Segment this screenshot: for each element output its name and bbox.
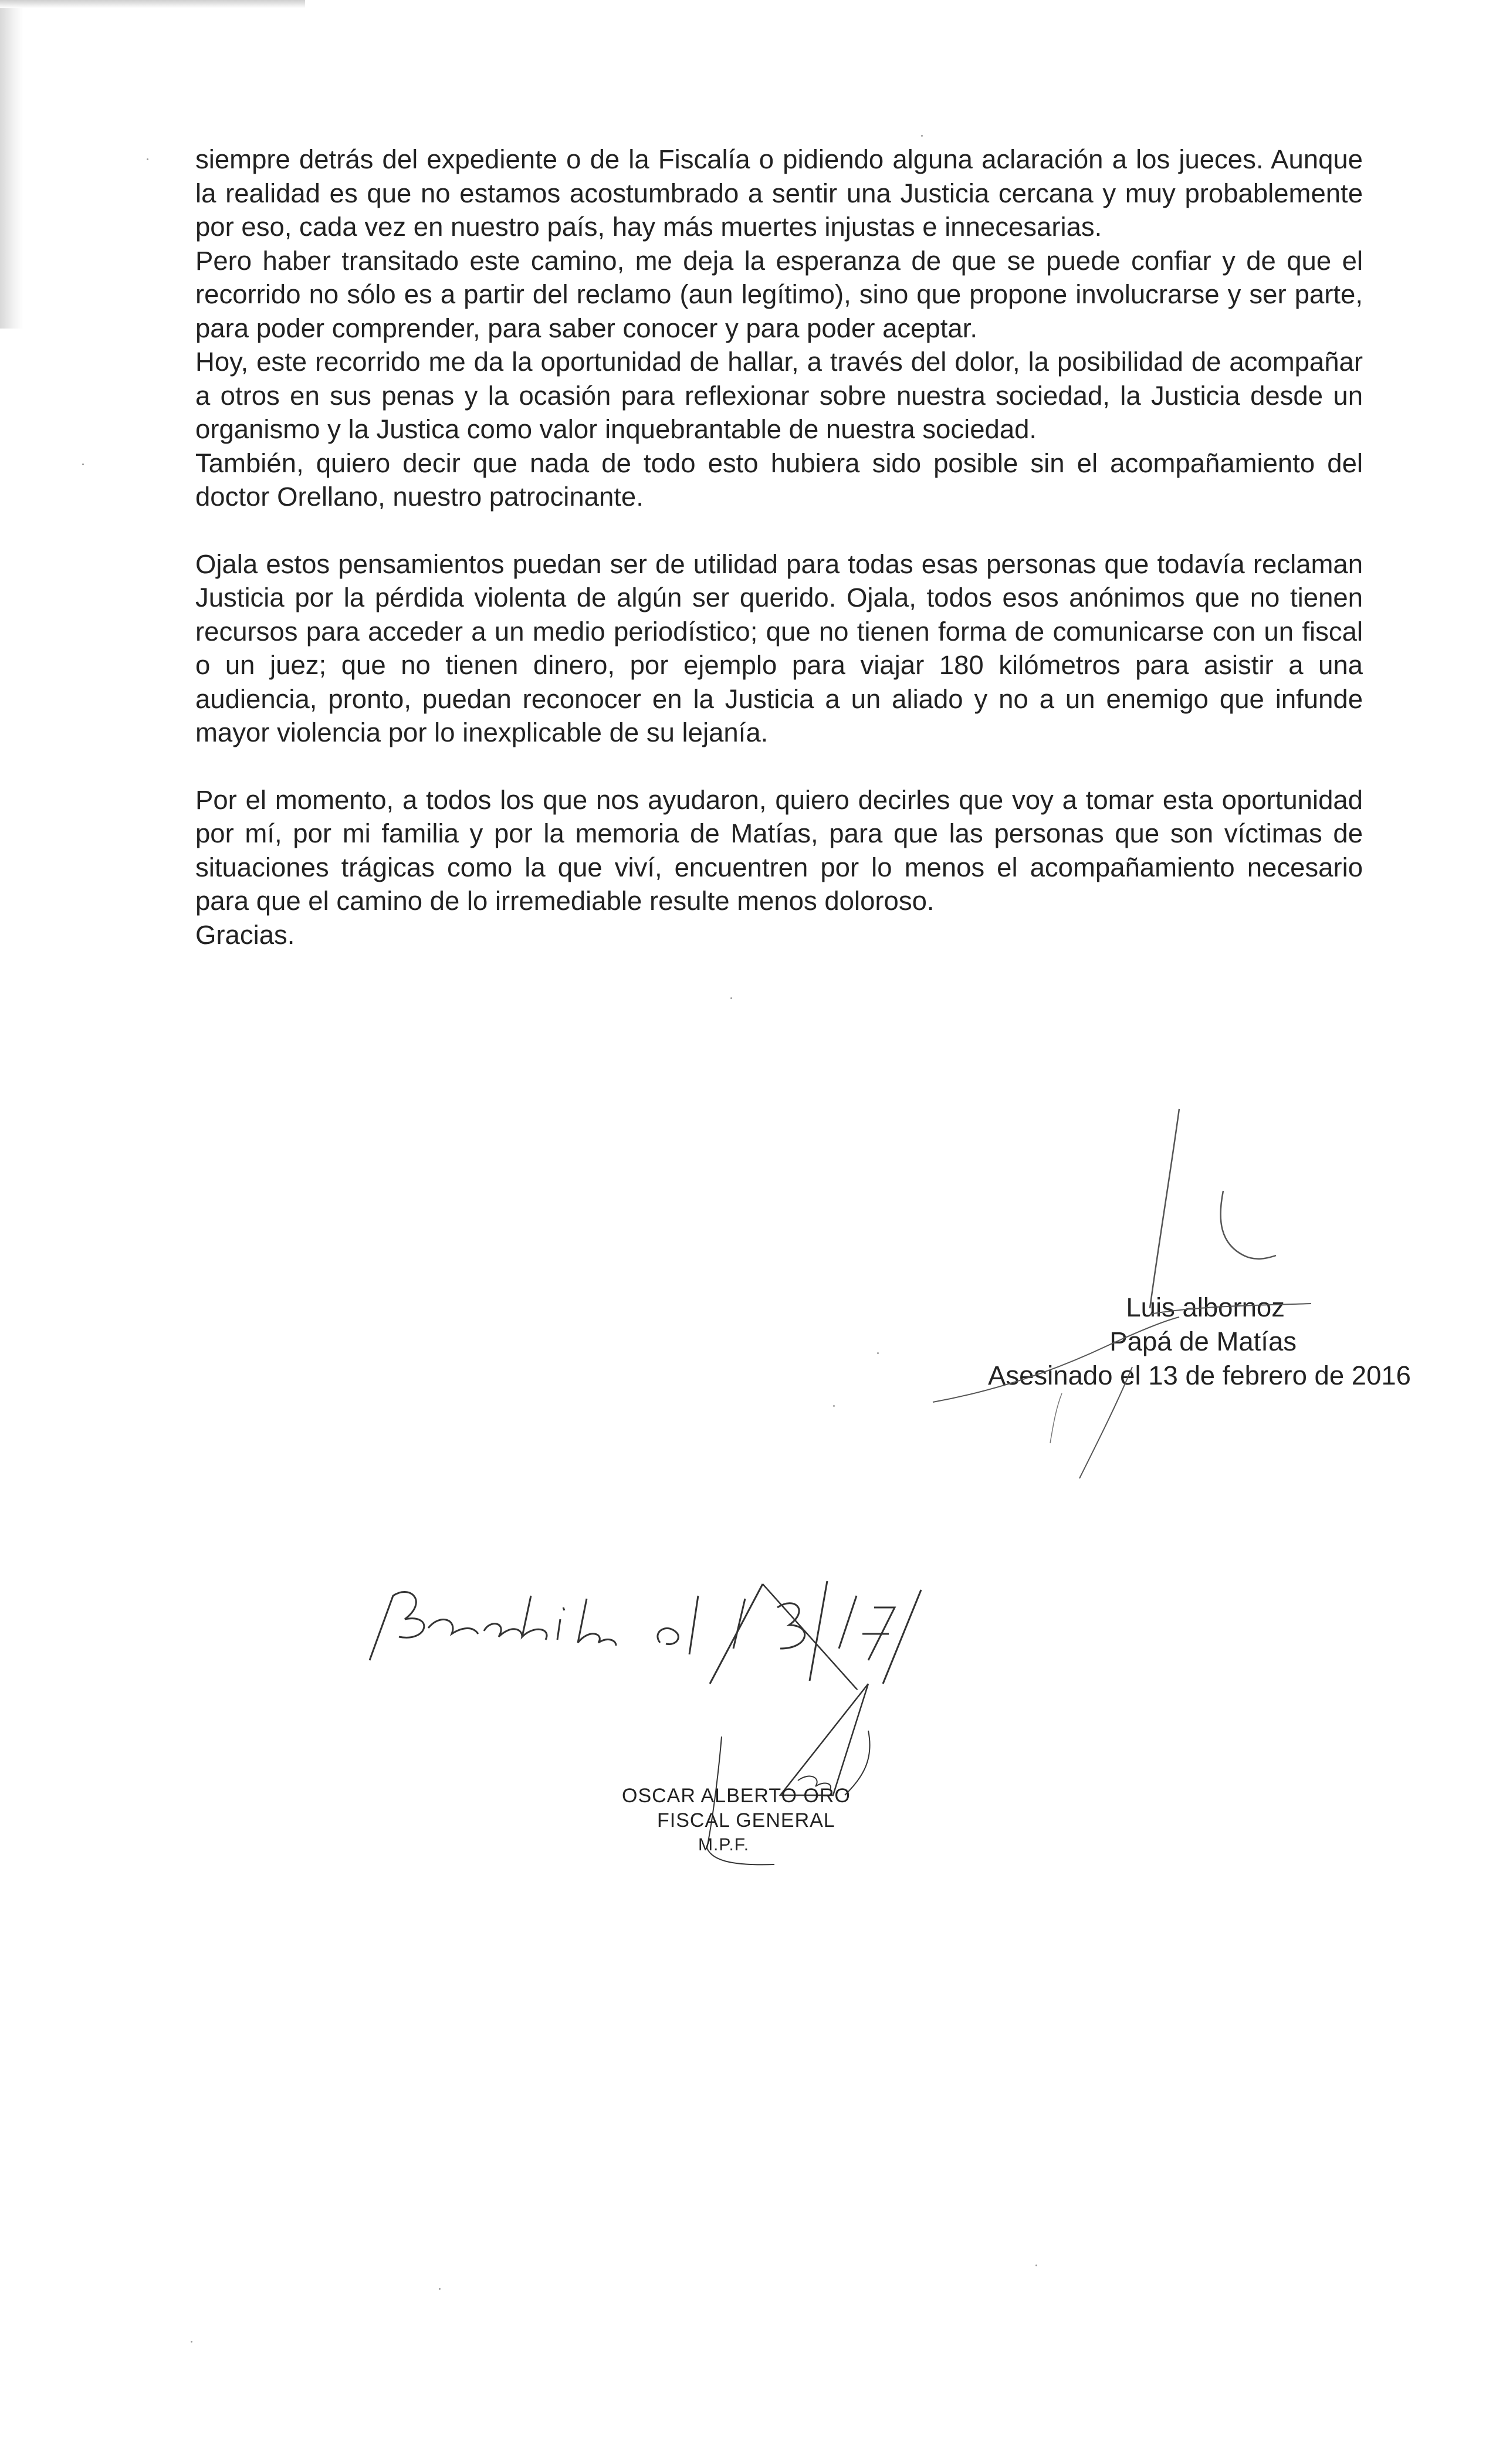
scan-edge-shadow [0, 0, 23, 329]
received-handwritten-note [358, 1572, 974, 1690]
paragraph-4: También, quiero decir que nada de todo esto hubiera sido posible sin el acompañamiento del doctor Orellano, nuestro patrocinante. [195, 448, 1363, 512]
letter-body [195, 143, 1363, 952]
victim-note: Asesinado el 13 de febrero de 2016 [988, 1360, 1411, 1390]
paragraph-1: siempre detrás del expediente o de la Fiscalía o pidiendo alguna aclaración a los jueces. Aunque la realidad es que no estamos acostumbrado a sentir una Justicia cercana y muy probablemente por eso, cada vez en nuestro país, hay más muertes injustas e innecesarias. [195, 144, 1363, 242]
scan-top-shadow [0, 0, 305, 8]
signer-relation: Papá de Matías [1109, 1326, 1297, 1356]
signer-name: Luis albornoz [1126, 1292, 1285, 1322]
stamp-title: FISCAL GENERAL [657, 1809, 835, 1832]
signature-block [824, 1291, 1411, 1393]
stamp-name: OSCAR ALBERTO ORO [622, 1785, 851, 1807]
closing-thanks: Gracias. [195, 919, 295, 950]
paragraph-3: Hoy, este recorrido me da la oportunidad de hallar, a través del dolor, la posibilidad de acompañar a otros en sus penas y la ocasión para reflexionar sobre nuestra sociedad, la Justicia desde un organismo y la Justica como valor inquebrantable de nuestra sociedad. [195, 347, 1363, 444]
stamp-org: M.P.F. [698, 1835, 750, 1854]
fiscal-stamp [622, 1783, 915, 1857]
paragraph-5: Ojala estos pensamientos puedan ser de utilidad para todas esas personas que todavía reclaman Justicia por la pérdida violenta de algún ser querido. Ojala, todos esos anónimos que no tienen recursos para acceder a un medio periodístico; que no tienen forma de comunicarse con un fiscal o un juez; que no tienen dinero, por ejemplo para viajar 180 kilómetros para asistir a una audiencia, pronto, puedan reconocer en la Justicia a un aliado y no a un enemigo que infunde mayor violencia por lo inexplicable de su lejanía. [195, 549, 1363, 747]
paragraph-6: Por el momento, a todos los que nos ayudaron, quiero decirles que voy a tomar esta oportunidad por mí, por mi familia y por la memoria de Matías, para que las personas que son víctimas de situaciones trágicas como la que viví, encuentren por lo menos el acompañamiento necesario para que el camino de lo irremediable resulte menos doloroso. [195, 784, 1363, 916]
received-note-handwriting [358, 1572, 974, 1690]
paragraph-2: Pero haber transitado este camino, me deja la esperanza de que se puede confiar y de que el recorrido no sólo es a partir del reclamo (aun legítimo), sino que propone involucrarse y ser parte, para poder comprender, para saber conocer y para poder aceptar. [195, 245, 1363, 343]
